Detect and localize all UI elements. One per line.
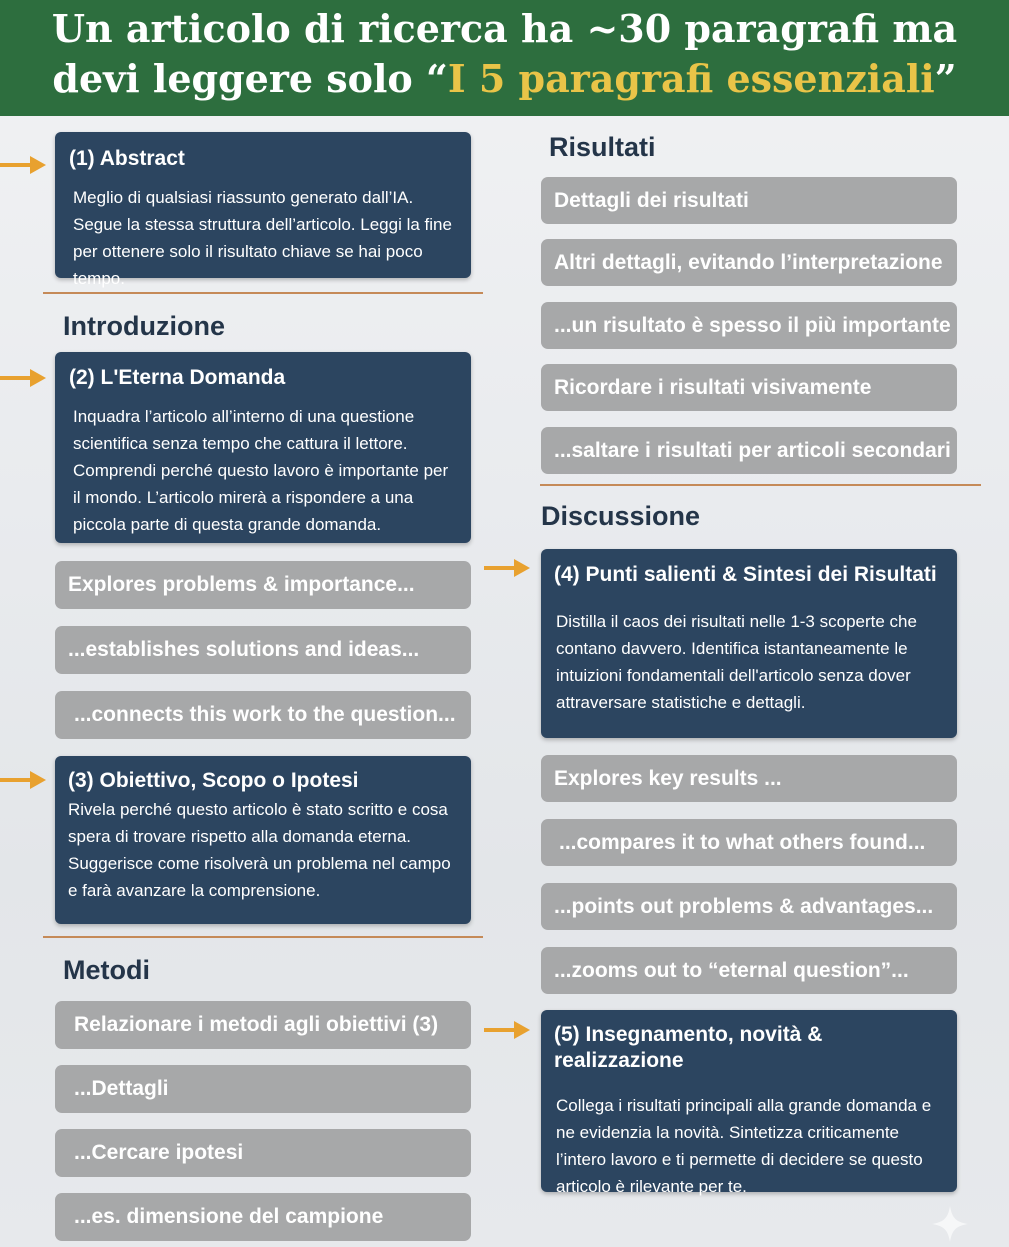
title-suffix: ” [934, 56, 957, 101]
metodi-item: ...Cercare ipotesi [55, 1129, 471, 1177]
section-heading-discussione: Discussione [541, 501, 701, 531]
risultati-item: ...saltare i risultati per articoli secondari [541, 427, 957, 474]
risultati-item: Ricordare i risultati visivamente [541, 364, 957, 411]
intro-item: ...connects this work to the question... [55, 691, 471, 739]
intro-item: Explores problems & importance... [55, 561, 471, 609]
risultati-item: Altri dettagli, evitando l’interpretazione [541, 239, 957, 286]
eterna-domanda-title: (2) L'Eterna Domanda [69, 366, 286, 389]
section-heading-metodi: Metodi [63, 955, 150, 985]
arrow-right-icon [0, 366, 50, 390]
discussione-item: Explores key results ... [541, 755, 957, 802]
discussione-item: ...points out problems & advantages... [541, 883, 957, 930]
divider [43, 936, 483, 938]
metodi-item: ...Dettagli [55, 1065, 471, 1113]
obiettivo-body: Rivela perché questo articolo è stato scritto e cosa spera di trovare rispetto alla domanda eterna. Suggerisce come risolverà un problema nel campo e farà avanzare la comprensione. [68, 800, 451, 900]
divider [540, 484, 981, 486]
title-highlight: I 5 paragrafi essenziali [447, 56, 935, 101]
page-title-line-2 [0, 54, 1009, 104]
risultati-item: ...un risultato è spesso il più importante [541, 302, 957, 349]
risultati-item: Dettagli dei risultati [541, 177, 957, 224]
punti-salienti-body: Distilla il caos dei risultati nelle 1-3 scoperte che contano davvero. Identifica istantaneamente le intuizioni fondamentali dell'articolo senza dover attraversare statistiche e dettagli. [556, 612, 917, 712]
eterna-domanda-body: Inquadra l’articolo all’interno di una questione scientifica senza tempo che cattura il lettore. Comprendi perché questo lavoro è importante per il mondo. L’articolo mirerà a rispondere a una piccola parte di questa grande domanda. [73, 407, 449, 534]
punti-salienti-card [541, 549, 957, 738]
metodi-item: Relazionare i metodi agli obiettivi (3) [55, 1001, 471, 1049]
obiettivo-card [55, 756, 471, 924]
abstract-body: Meglio di qualsiasi riassunto generato dall’IA. Segue la stessa struttura dell’articolo. Leggi la fine per ottenere solo il risultato chiave se hai poco tempo. [73, 188, 452, 288]
section-heading-risultati: Risultati [549, 132, 656, 162]
page-title-banner [0, 0, 1009, 116]
page-title-line-1: Un articolo di ricerca ha ~30 paragrafi ma [51, 6, 958, 51]
obiettivo-title: (3) Obiettivo, Scopo o Ipotesi [68, 769, 359, 792]
arrow-right-icon [484, 556, 534, 580]
insegnamento-body: Collega i risultati principali alla grande domanda e ne evidenzia la novità. Sintetizza criticamente l’intero lavoro e ti permette di decidere se questo articolo è rilevante per te. [556, 1096, 932, 1196]
title-prefix: devi leggere solo “ [52, 56, 448, 101]
metodi-item: ...es. dimensione del campione [55, 1193, 471, 1241]
punti-salienti-title: (4) Punti salienti & Sintesi dei Risultati [554, 563, 937, 586]
abstract-title: (1) Abstract [69, 147, 185, 170]
divider [43, 292, 483, 294]
insegnamento-card [541, 1010, 957, 1196]
eterna-domanda-card [55, 352, 471, 543]
sparkle-icon [930, 1204, 970, 1244]
abstract-card [55, 132, 471, 288]
insegnamento-title: (5) Insegnamento, novità & realizzazione [554, 1023, 823, 1072]
discussione-item: ...compares it to what others found... [541, 819, 957, 866]
section-heading-introduzione: Introduzione [63, 311, 225, 341]
intro-item: ...establishes solutions and ideas... [55, 626, 471, 674]
arrow-right-icon [0, 153, 50, 177]
discussione-item: ...zooms out to “eternal question”... [541, 947, 957, 994]
arrow-right-icon [484, 1018, 534, 1042]
arrow-right-icon [0, 768, 50, 792]
